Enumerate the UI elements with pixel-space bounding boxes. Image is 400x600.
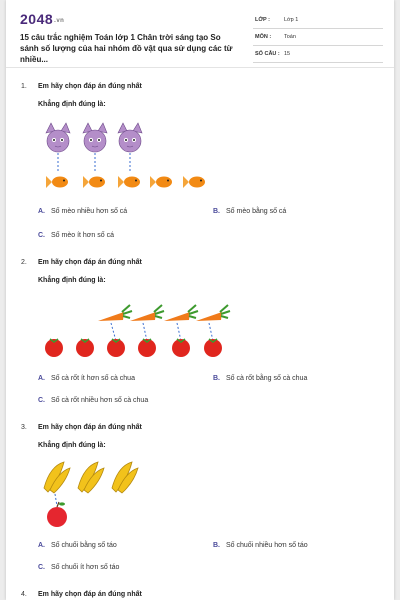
- option-text: Số cà rốt nhiều hơn số cà chua: [51, 397, 149, 404]
- question-number: 1.: [21, 83, 27, 90]
- worksheet-meta: [253, 14, 383, 65]
- carrot-icon: [164, 305, 198, 321]
- option-b[interactable]: [213, 375, 307, 382]
- banana-icon: [78, 462, 104, 493]
- option-b[interactable]: [213, 208, 286, 215]
- option-text: Số chuối nhiều hơn số táo: [226, 542, 308, 549]
- meta-label: SỐ CÂU :: [255, 51, 280, 57]
- tomato-icon: [138, 339, 156, 357]
- meta-row-subject: [253, 31, 383, 46]
- tomato-icon: [172, 339, 190, 357]
- option-letter: B.: [213, 208, 220, 215]
- option-letter: C.: [38, 232, 45, 239]
- banana-icon: [112, 462, 138, 493]
- option-text: Số cà rốt bằng số cà chua: [226, 375, 308, 382]
- meta-value: 15: [284, 51, 291, 57]
- option-b[interactable]: [213, 542, 308, 549]
- tomato-icon: [107, 339, 125, 357]
- question-number: 3.: [21, 424, 27, 431]
- cats-fish-illustration: [6, 119, 394, 197]
- meta-value: Lớp 1: [284, 17, 299, 23]
- meta-row-class: [253, 14, 383, 29]
- question-number: 2.: [21, 259, 27, 266]
- option-c[interactable]: [38, 564, 119, 571]
- option-a[interactable]: [38, 208, 127, 215]
- question-prompt: Em hãy chọn đáp án đúng nhất: [38, 83, 142, 90]
- fish-icon: [183, 176, 205, 188]
- worksheet-title: 15 câu trắc nghiệm Toán lớp 1 Chân trời sáng tạo So sánh số lượng của hai nhóm đồ vật qua sử dụng các từ nhiều...: [20, 33, 233, 64]
- question-prompt: Em hãy chọn đáp án đúng nhất: [38, 424, 142, 431]
- fish-icon: [118, 176, 140, 188]
- option-text: Số mèo ít hơn số cá: [51, 232, 114, 239]
- option-letter: C.: [38, 564, 45, 571]
- option-letter: A.: [38, 208, 45, 215]
- carrot-icon: [98, 305, 132, 321]
- option-a[interactable]: [38, 375, 135, 382]
- tomato-icon: [76, 339, 94, 357]
- worksheet-header: [6, 0, 394, 66]
- option-text: Số cà rốt ít hơn số cà chua: [51, 375, 135, 382]
- option-c[interactable]: [38, 232, 114, 239]
- option-a[interactable]: [38, 542, 117, 549]
- question-subprompt: Khẳng định đúng là:: [38, 442, 106, 449]
- logo-main: 2048: [20, 11, 54, 27]
- option-c[interactable]: [38, 397, 148, 404]
- cat-icon: [46, 123, 70, 152]
- meta-label: LỚP :: [255, 17, 270, 23]
- option-letter: B.: [213, 542, 220, 549]
- tomato-icon: [45, 339, 63, 357]
- question-prompt: Em hãy chọn đáp án đúng nhất: [38, 259, 142, 266]
- question-number: 4.: [21, 591, 27, 598]
- carrot-icon: [130, 305, 164, 321]
- cat-icon: [83, 123, 107, 152]
- carrot-icon: [196, 305, 230, 321]
- site-logo[interactable]: [20, 11, 64, 27]
- option-text: Số mèo bằng số cá: [226, 208, 287, 215]
- worksheet-page: [6, 0, 394, 600]
- option-letter: B.: [213, 375, 220, 382]
- option-letter: C.: [38, 397, 45, 404]
- option-text: Số chuối bằng số táo: [51, 542, 117, 549]
- question-subprompt: Khẳng định đúng là:: [38, 277, 106, 284]
- banana-icon: [44, 462, 70, 493]
- meta-label: MÔN :: [255, 34, 272, 40]
- option-letter: A.: [38, 375, 45, 382]
- option-letter: A.: [38, 542, 45, 549]
- bananas-apple-illustration: [6, 460, 394, 532]
- fish-icon: [46, 176, 68, 188]
- fish-icon: [83, 176, 105, 188]
- tomato-icon: [204, 339, 222, 357]
- option-text: Số chuối ít hơn số táo: [51, 564, 120, 571]
- logo-suffix: .vn: [54, 18, 65, 24]
- carrots-tomatoes-illustration: [6, 299, 394, 359]
- option-text: Số mèo nhiều hơn số cá: [51, 208, 128, 215]
- question-prompt: Em hãy chọn đáp án đúng nhất: [38, 591, 142, 598]
- fish-icon: [150, 176, 172, 188]
- meta-value: Toán: [284, 34, 296, 40]
- header-divider: [6, 67, 394, 68]
- question-subprompt: Khẳng định đúng là:: [38, 101, 106, 108]
- cat-icon: [118, 123, 142, 152]
- apple-icon: [47, 502, 67, 527]
- meta-row-count: [253, 48, 383, 63]
